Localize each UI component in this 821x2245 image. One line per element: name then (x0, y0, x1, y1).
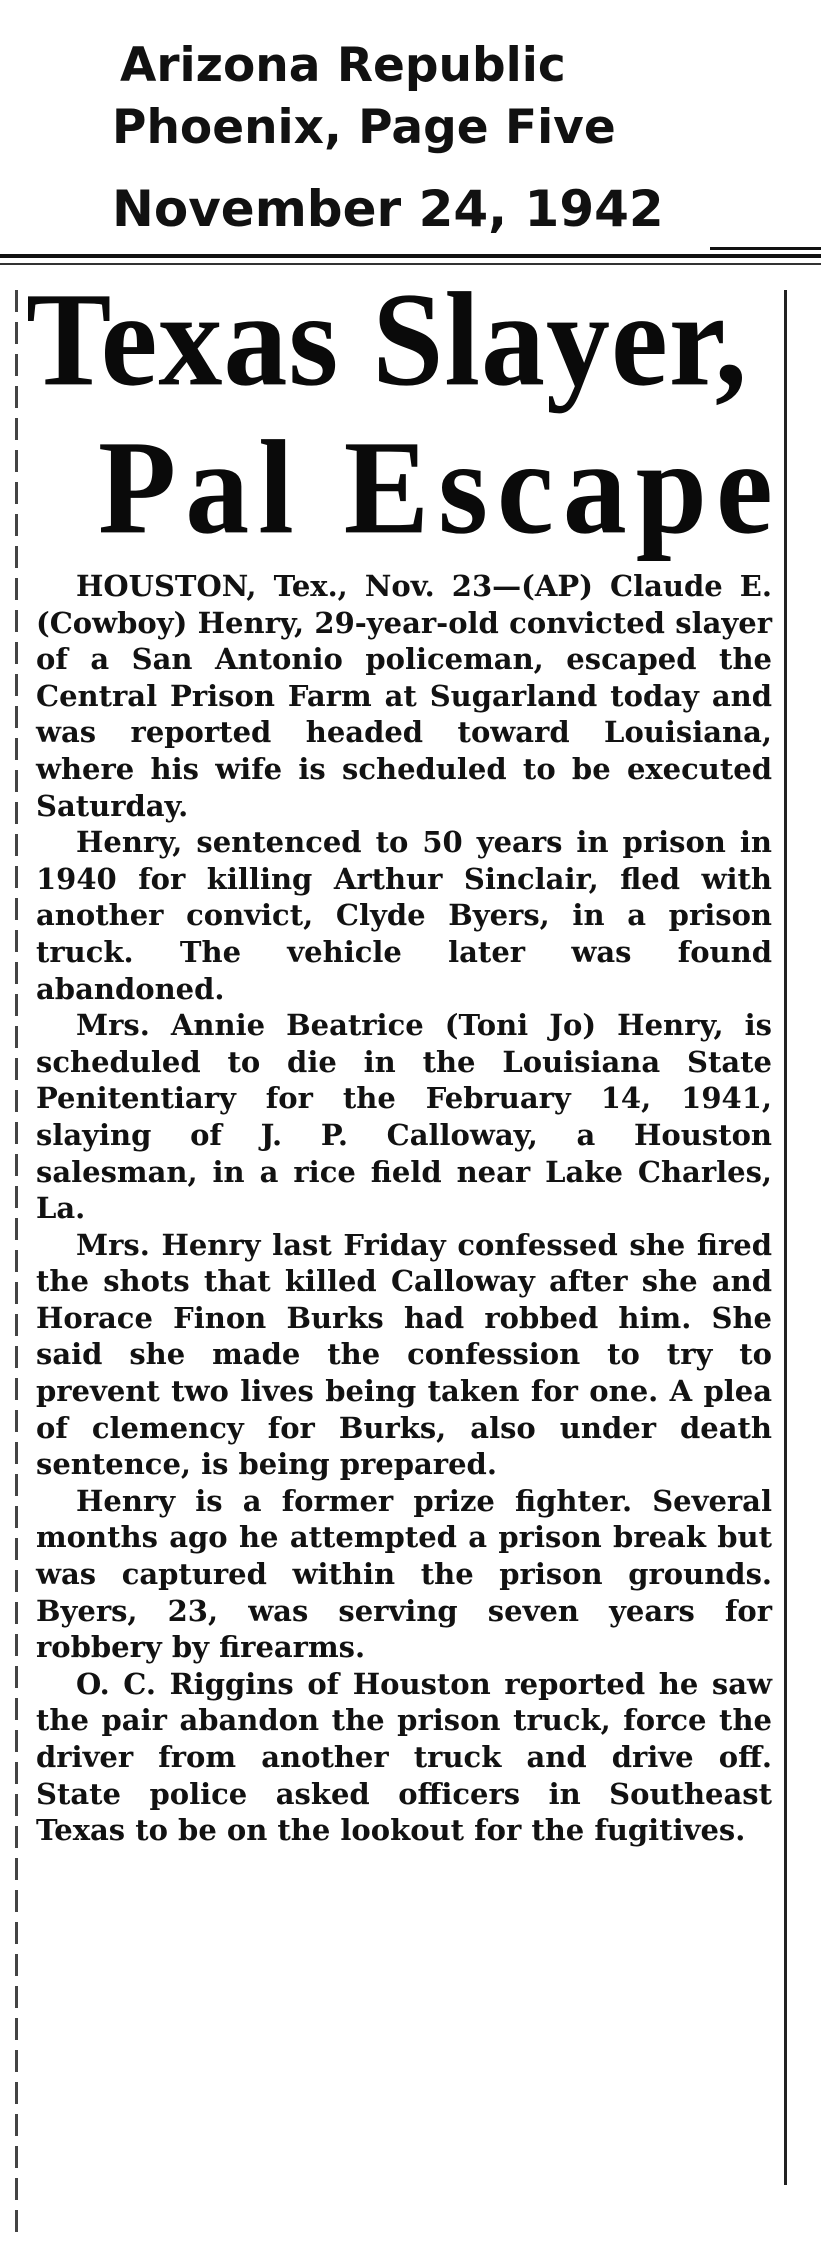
masthead (0, 30, 821, 260)
article-paragraph: Mrs. Henry last Friday confessed she fired the shots that killed Calloway after she and Horace Finon Burks had robbed him. She said she made the confession to try to prevent two lives being taken for one. A plea of clemency for Burks, also under death sentence, is being prepared. (36, 1227, 772, 1482)
article-headline (26, 264, 782, 562)
header-rule-thick (0, 254, 821, 258)
article-paragraph: Henry, sentenced to 50 years in prison in 1940 for killing Arthur Sinclair, fled with another convict, Clyde Byers, in a prison truck. The vehicle later was found abandoned. (36, 825, 772, 1006)
column-right-border (784, 290, 787, 2185)
edition-page: Phoenix, Page Five (112, 100, 616, 155)
headline-line-1: Texas Slayer, (26, 264, 748, 414)
publication-date: November 24, 1942 (112, 180, 664, 238)
article-body (36, 568, 772, 1849)
article-paragraph: HOUSTON, Tex., Nov. 23—(AP) Claude E. (Cowboy) Henry, 29-year-old convicted slayer of a San Antonio policeman, escaped the Central Prison Farm at Sugarland today and was reported headed toward Louisiana, where his wife is scheduled to be executed Saturday. (36, 569, 772, 823)
headline-line-2: Pal Escape (98, 412, 782, 562)
article-paragraph: Mrs. Annie Beatrice (Toni Jo) Henry, is scheduled to die in the Louisiana State Penitentiary for the February 14, 1941, slaying of J. P. Calloway, a Houston salesman, in a rice field near Lake Charles, La. (36, 1008, 772, 1226)
article-paragraph: O. C. Riggins of Houston reported he saw the pair abandon the prison truck, force the driver from another truck and drive off. State police asked officers in Southeast Texas to be on the lookout for the fugitives. (36, 1666, 772, 1848)
newspaper-name: Arizona Republic (120, 38, 566, 93)
column-left-border (15, 290, 18, 2240)
header-rule-short (710, 247, 821, 250)
article-paragraph: Henry is a former prize fighter. Several months ago he attempted a prison break but was captured within the prison grounds. Byers, 23, was serving seven years for robbery by firearms. (36, 1483, 772, 1665)
